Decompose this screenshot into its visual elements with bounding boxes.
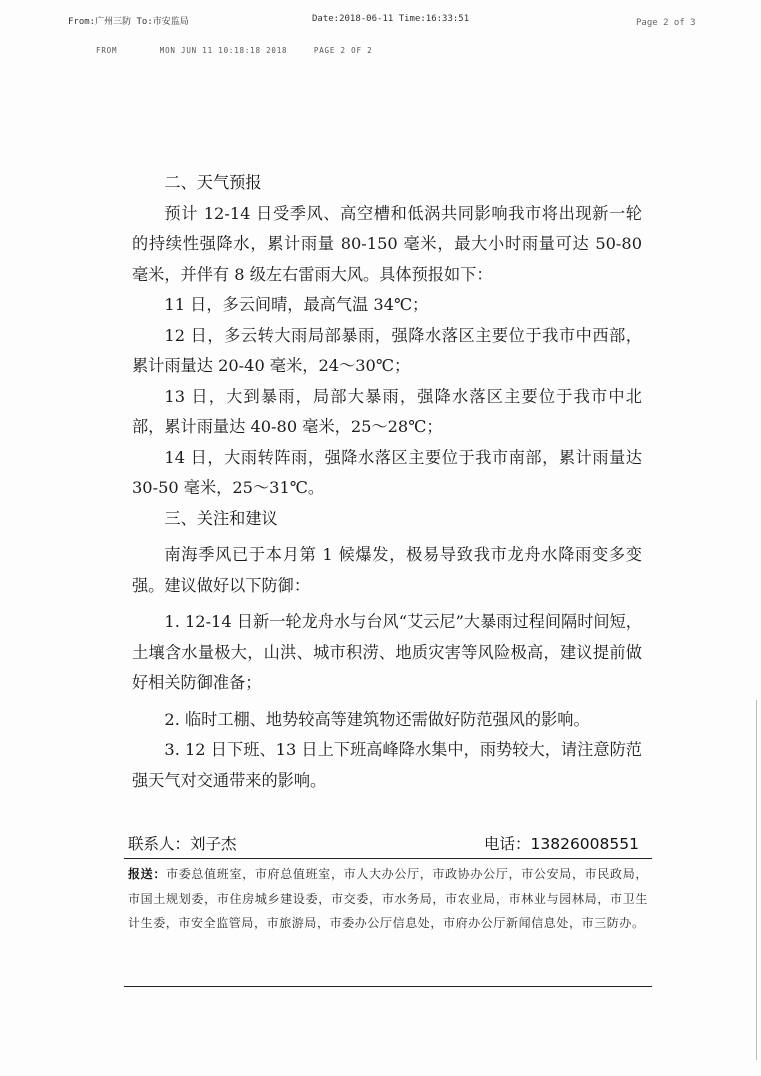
contact-phone: 电话：13826008551 [484, 835, 639, 853]
divider-bottom [124, 986, 652, 987]
fax-date-time: Date:2018-06-11 Time:16:33:51 [312, 14, 470, 24]
recipients-list: 市委总值班室，市府总值班室，市人大办公厅，市政协办公厅，市公安局，市民政局，市国土规划委，市住房城乡建设委，市交委，市水务局，市农业局，市林业与园林局，市卫生计生委，市安全监管局，市旅游局，市委办公厅信息处，市府办公厅新闻信息处，市三防办。 [128, 867, 648, 930]
forecast-intro: 预计 12-14 日受季风、高空槽和低涡共同影响我市将出现新一轮的持续性强降水，累计雨量 80-150 毫米，最大小时雨量可达 50-80 毫米，并伴有 8 级左右雷雨大风。具体预报如下： [132, 203, 642, 284]
section-heading-forecast: 二、天气预报 [164, 173, 262, 192]
fax-transmission-line: FROM MON JUN 11 10:18:18 2018 PAGE 2 OF 2 [96, 46, 373, 55]
recipients-label: 报送： [128, 867, 167, 881]
section-heading-advice: 三、关注和建议 [164, 508, 278, 528]
contact-line [128, 828, 652, 856]
forecast-day-13: 13 日，大到暴雨，局部大暴雨，强降水落区主要位于我市中北部，累计雨量达 40-80 毫米，25～28℃； [132, 386, 642, 436]
recipients-block [128, 862, 648, 936]
advice-intro: 南海季风已于本月第 1 候爆发，极易导致我市龙舟水降雨变多变强。建议做好以下防御： [132, 545, 642, 595]
fax-from: From:广州三防 To:市安监局 [68, 17, 189, 27]
forecast-day-14: 14 日，大雨转阵雨，强降水落区主要位于我市南部，累计雨量达 30-50 毫米，25～31℃。 [132, 447, 642, 497]
forecast-day-11: 11 日，多云间晴，最高气温 34℃； [164, 295, 429, 314]
advice-item-3: 3. 12 日下班、13 日上下班高峰降水集中，雨势较大，请注意防范强天气对交通带来的影响。 [132, 740, 642, 790]
forecast-day-12: 12 日，多云转大雨局部暴雨，强降水落区主要位于我市中西部，累计雨量达 20-40 毫米，24～30℃； [132, 325, 642, 375]
fax-page-number: Page 2 of 3 [636, 18, 696, 28]
scan-edge-mark [756, 700, 757, 1060]
advice-item-2: 2. 临时工棚、地势较高等建筑物还需做好防范强风的影响。 [164, 709, 590, 729]
fax-header [0, 14, 761, 30]
advice-item-1: 1. 12-14 日新一轮龙舟水与台风“艾云尼”大暴雨过程间隔时间短，土壤含水量极大，山洪、城市积涝、地质灾害等风险极高，建议提前做好相关防御准备； [132, 612, 642, 692]
document-body [132, 168, 642, 796]
divider-top [124, 858, 652, 859]
contact-person: 联系人：刘子杰 [128, 835, 237, 853]
